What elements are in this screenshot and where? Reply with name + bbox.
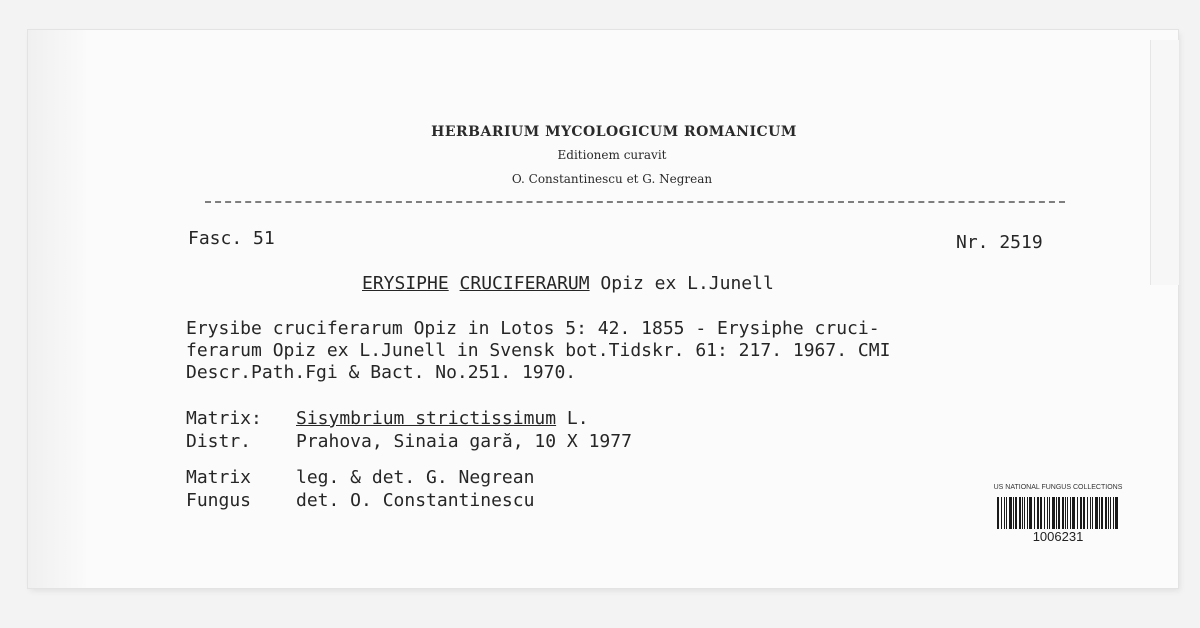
fungus-value: det. O. Constantinescu — [296, 490, 535, 511]
barcode-bar — [1113, 497, 1114, 529]
species-genus: ERYSIPHE — [362, 273, 449, 294]
barcode-bar — [1034, 497, 1035, 529]
barcode-bar — [1004, 497, 1005, 529]
barcode-bar — [1029, 497, 1032, 529]
barcode-bar — [1105, 497, 1107, 529]
barcode-bar — [1095, 497, 1098, 529]
barcode-bar — [1110, 497, 1111, 529]
barcode-bar — [1040, 497, 1042, 529]
herbarium-editors: O. Constantinescu et G. Negrean — [511, 172, 713, 186]
barcode-bar — [1065, 497, 1066, 529]
barcode-bar — [1056, 497, 1057, 529]
card-fold-shadow — [28, 30, 86, 588]
synonymy-line: ferarum Opiz ex L.Junell in Svensk bot.Tidskr. 61: 217. 1967. CMI — [186, 340, 891, 361]
barcode-bar — [1077, 497, 1078, 529]
barcode-bar — [1087, 497, 1088, 529]
barcode-bar — [1108, 497, 1109, 529]
barcode-bar — [1009, 497, 1012, 529]
barcode-bar — [1090, 497, 1091, 529]
distr-label: Distr. — [186, 431, 252, 452]
fascicle-number: Fasc. 51 — [188, 228, 275, 249]
barcode-bar — [1044, 497, 1045, 529]
barcode-bar — [1072, 497, 1075, 529]
barcode-bar — [1047, 497, 1048, 529]
card-edge — [1150, 40, 1179, 285]
matrix-row — [186, 408, 589, 430]
barcode-number: 1006231 — [1032, 529, 1084, 544]
barcode-bar — [1001, 497, 1002, 529]
barcode-bar — [1024, 497, 1025, 529]
synonymy-block — [186, 318, 890, 384]
fungus-determiner-row — [186, 490, 534, 512]
header-divider — [205, 201, 1065, 203]
barcode-bar — [1027, 497, 1028, 529]
barcode-bar — [1015, 497, 1017, 529]
herbarium-subtitle: Editionem curavit — [557, 148, 667, 162]
distr-value: Prahova, Sinaia gară, 10 X 1977 — [296, 431, 632, 452]
synonymy-line: Erysibe cruciferarum Opiz in Lotos 5: 42. 1855 - Erysiphe cruci- — [186, 318, 880, 339]
barcode-bar — [1037, 497, 1039, 529]
leg-value: leg. & det. G. Negrean — [296, 467, 535, 488]
barcode-bar — [1101, 497, 1103, 529]
specimen-number: Nr. 2519 — [956, 232, 1043, 253]
synonymy-line: Descr.Path.Fgi & Bact. No.251. 1970. — [186, 362, 577, 383]
barcode-bar — [1062, 497, 1064, 529]
barcode-bar — [1006, 497, 1007, 529]
matrix-host-author: L. — [556, 408, 589, 429]
barcode-bar — [1099, 497, 1100, 529]
matrix-collector-row — [186, 467, 534, 489]
barcode-bar — [1049, 497, 1050, 529]
leg-label: Matrix — [186, 467, 252, 488]
barcode-label — [988, 484, 1128, 550]
barcode-caption: US NATIONAL FUNGUS COLLECTIONS — [993, 484, 1123, 491]
barcode-bar — [997, 497, 999, 529]
barcode-bar — [1013, 497, 1014, 529]
barcode-bar — [1080, 497, 1082, 529]
species-authority: Opiz ex L.Junell — [589, 273, 774, 294]
barcode-bar — [1092, 497, 1093, 529]
matrix-label: Matrix: — [186, 408, 262, 429]
barcode-bar — [1083, 497, 1085, 529]
barcode-bars — [996, 497, 1120, 529]
fungus-label: Fungus — [186, 490, 252, 511]
barcode-bar — [1070, 497, 1071, 529]
matrix-host: Sisymbrium strictissimum — [296, 408, 557, 429]
barcode-bar — [1067, 497, 1068, 529]
species-epithet: CRUCIFERARUM — [459, 273, 590, 294]
species-name — [362, 273, 774, 295]
distribution-row — [186, 431, 632, 453]
barcode-bar — [1058, 497, 1060, 529]
herbarium-title: HERBARIUM MYCOLOGICUM ROMANICUM — [431, 124, 797, 140]
barcode-bar — [1019, 497, 1021, 529]
barcode-bar — [1115, 497, 1118, 529]
barcode-bar — [1022, 497, 1023, 529]
barcode-bar — [1052, 497, 1055, 529]
